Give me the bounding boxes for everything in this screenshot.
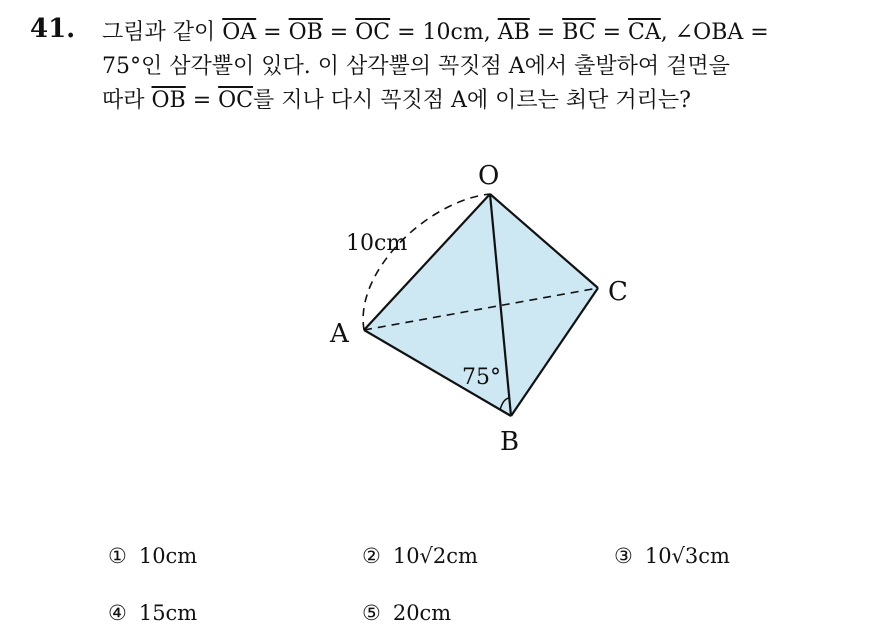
segment-ob: $\overline{OB}$ — [151, 88, 186, 113]
question-number: 41. — [30, 14, 76, 44]
stem-line-1 — [102, 16, 872, 50]
angle-label: 75° — [462, 365, 501, 390]
stem-text: = — [529, 20, 563, 45]
choice-number: ⑤ — [362, 601, 381, 625]
choice-text: 10√3cm — [644, 544, 730, 568]
segment-oc: $\overline{OC}$ — [355, 20, 391, 45]
choice-text: 10cm — [138, 544, 198, 568]
stem-line-3 — [102, 84, 872, 118]
choice-number: ① — [108, 544, 127, 568]
choice-text: 20cm — [392, 601, 452, 625]
stem-text: 그림과 같이 — [102, 20, 223, 45]
stem-text: , ∠OBA = — [660, 20, 769, 45]
choice-2[interactable] — [362, 544, 478, 568]
length-label: 10cm — [346, 231, 408, 256]
vertex-label-c: C — [608, 277, 628, 307]
stem-text: = — [322, 20, 356, 45]
choice-3[interactable] — [614, 544, 730, 568]
stem-text: = — [185, 88, 219, 113]
vertex-label-a: A — [330, 319, 349, 349]
choice-text: 15cm — [138, 601, 198, 625]
choice-5[interactable] — [362, 601, 451, 625]
choice-number: ④ — [108, 601, 127, 625]
tetrahedron-figure — [320, 160, 650, 460]
stem-line-2: 75°인 삼각뿔이 있다. 이 삼각뿔의 꼭짓점 A에서 출발하여 겉면을 — [102, 54, 730, 79]
segment-ab: $\overline{AB}$ — [497, 20, 530, 45]
choice-text: 10√2cm — [392, 544, 478, 568]
choice-number: ② — [362, 544, 381, 568]
choice-1[interactable] — [108, 544, 197, 568]
segment-ca: $\overline{CA}$ — [628, 20, 661, 45]
stem-text: = 10cm, — [390, 20, 498, 45]
vertex-label-o: O — [478, 161, 500, 191]
vertex-label-b: B — [500, 427, 520, 457]
stem-text: = — [256, 20, 289, 45]
question-stem — [102, 16, 872, 118]
stem-text: 를 지나 다시 꼭짓점 A에 이르는 최단 거리는? — [253, 88, 691, 113]
stem-text: = — [595, 20, 629, 45]
choice-4[interactable] — [108, 601, 197, 625]
choice-number: ③ — [614, 544, 633, 568]
stem-text: 따라 — [102, 88, 152, 113]
segment-oc: $\overline{OC}$ — [218, 88, 253, 113]
segment-oa: $\overline{OA}$ — [222, 20, 257, 45]
segment-bc: $\overline{BC}$ — [562, 20, 596, 45]
segment-ob: $\overline{OB}$ — [288, 20, 323, 45]
